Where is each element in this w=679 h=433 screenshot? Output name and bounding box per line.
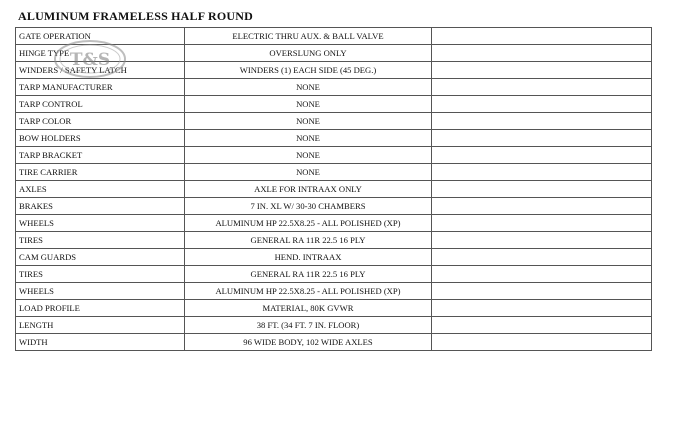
spec-label-cell: TIRE CARRIER [16,164,185,181]
spec-extra-cell [432,215,652,232]
table-row [16,300,652,317]
spec-label-cell: TIRES [16,266,185,283]
spec-label-cell: TARP MANUFACTURER [16,79,185,96]
spec-label-cell: TARP CONTROL [16,96,185,113]
spec-value-cell: WINDERS (1) EACH SIDE (45 DEG.) [185,62,432,79]
spec-extra-cell [432,147,652,164]
table-row [16,266,652,283]
spec-extra-cell [432,249,652,266]
table-row [16,334,652,351]
spec-label-cell: TIRES [16,232,185,249]
table-row [16,283,652,300]
table-row [16,113,652,130]
table-row [16,62,652,79]
spec-extra-cell [432,283,652,300]
spec-extra-cell [432,28,652,45]
spec-value-cell: 7 IN. XL W/ 30-30 CHAMBERS [185,198,432,215]
spec-value-cell: 38 FT. (34 FT. 7 IN. FLOOR) [185,317,432,334]
table-row [16,249,652,266]
spec-extra-cell [432,62,652,79]
spec-extra-cell [432,113,652,130]
table-row [16,181,652,198]
spec-label-cell: WINDERS / SAFETY LATCH [16,62,185,79]
spec-extra-cell [432,334,652,351]
spec-value-cell: OVERSLUNG ONLY [185,45,432,62]
spec-value-cell: AXLE FOR INTRAAX ONLY [185,181,432,198]
spec-table [15,27,652,351]
table-row [16,96,652,113]
spec-value-cell: 96 WIDE BODY, 102 WIDE AXLES [185,334,432,351]
spec-extra-cell [432,232,652,249]
spec-label-cell: WHEELS [16,215,185,232]
spec-label-cell: BOW HOLDERS [16,130,185,147]
table-row [16,232,652,249]
spec-label-cell: WIDTH [16,334,185,351]
document-title: ALUMINUM FRAMELESS HALF ROUND [18,9,254,23]
spec-table-body [16,28,652,351]
spec-label-cell: LENGTH [16,317,185,334]
spec-label-cell: TARP BRACKET [16,147,185,164]
spec-value-cell: MATERIAL, 80K GVWR [185,300,432,317]
spec-extra-cell [432,317,652,334]
spec-extra-cell [432,79,652,96]
spec-value-cell: ALUMINUM HP 22.5X8.25 - ALL POLISHED (XP) [185,283,432,300]
table-row [16,28,652,45]
spec-value-cell: NONE [185,147,432,164]
spec-value-cell: HEND. INTRAAX [185,249,432,266]
table-row [16,79,652,96]
spec-label-cell: AXLES [16,181,185,198]
spec-label-cell: LOAD PROFILE [16,300,185,317]
spec-extra-cell [432,45,652,62]
spec-extra-cell [432,130,652,147]
spec-label-cell: HINGE TYPE [16,45,185,62]
spec-extra-cell [432,164,652,181]
spec-extra-cell [432,181,652,198]
spec-label-cell: GATE OPERATION [16,28,185,45]
spec-value-cell: NONE [185,113,432,130]
spec-value-cell: GENERAL RA 11R 22.5 16 PLY [185,266,432,283]
spec-label-cell: WHEELS [16,283,185,300]
table-row [16,198,652,215]
table-row [16,147,652,164]
spec-label-cell: TARP COLOR [16,113,185,130]
spec-extra-cell [432,198,652,215]
spec-value-cell: NONE [185,164,432,181]
spec-label-cell: CAM GUARDS [16,249,185,266]
watermark-text: T&S [69,50,111,70]
spec-value-cell: NONE [185,79,432,96]
spec-value-cell: ELECTRIC THRU AUX. & BALL VALVE [185,28,432,45]
spec-value-cell: NONE [185,130,432,147]
table-row [16,317,652,334]
table-row [16,130,652,147]
spec-value-cell: NONE [185,96,432,113]
spec-extra-cell [432,266,652,283]
spec-value-cell: ALUMINUM HP 22.5X8.25 - ALL POLISHED (XP) [185,215,432,232]
spec-extra-cell [432,300,652,317]
table-row [16,215,652,232]
table-row [16,45,652,62]
table-row [16,164,652,181]
spec-label-cell: BRAKES [16,198,185,215]
spec-extra-cell [432,96,652,113]
spec-value-cell: GENERAL RA 11R 22.5 16 PLY [185,232,432,249]
